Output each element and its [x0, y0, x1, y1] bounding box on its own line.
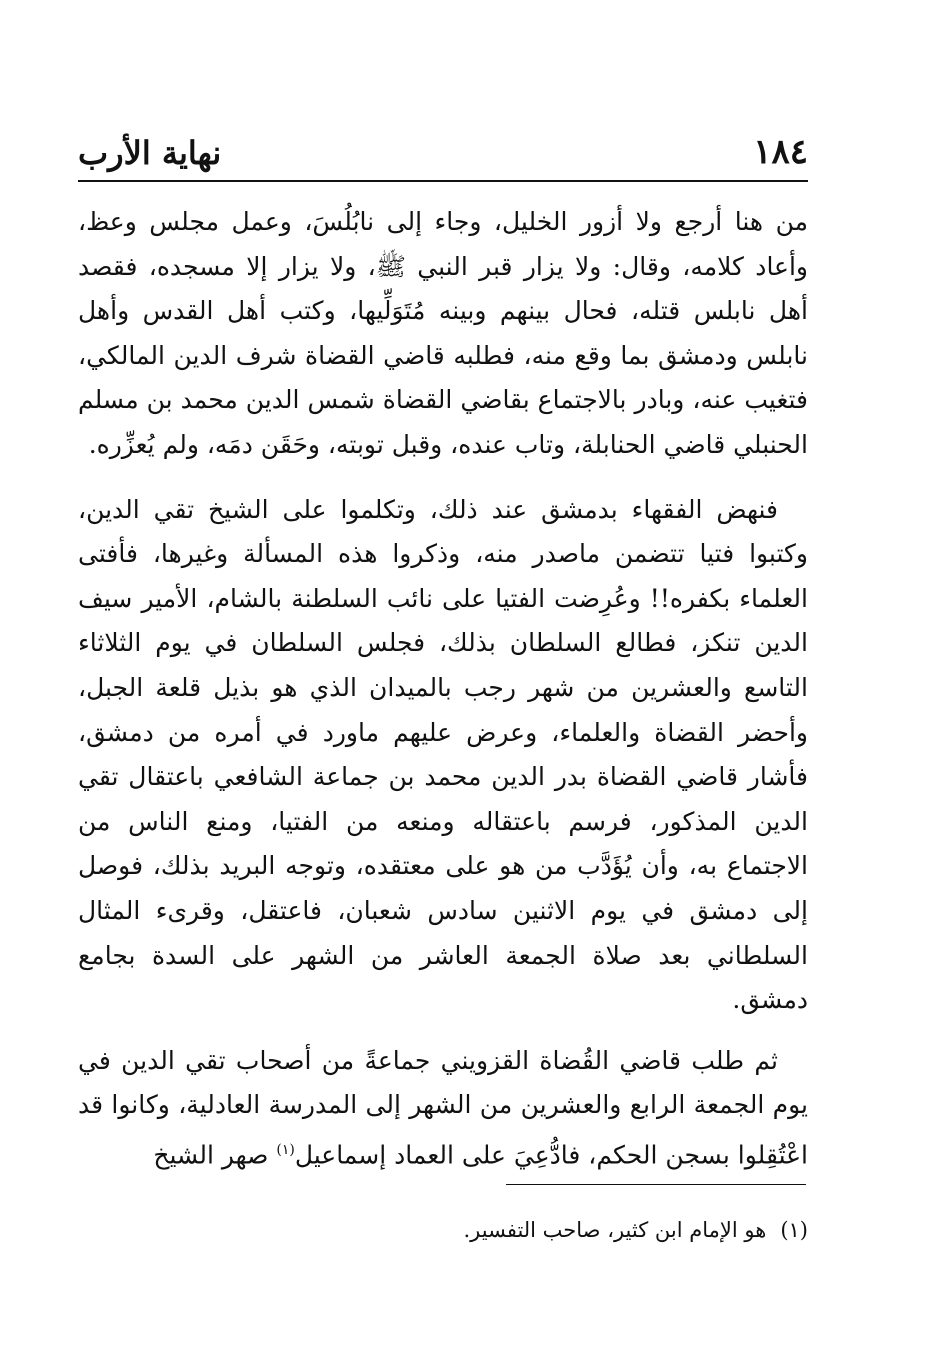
footnote-marker: (١) [780, 1218, 808, 1242]
running-title: نهاية الأرب [78, 134, 222, 172]
footnote-rule [506, 1184, 806, 1185]
page-header [78, 128, 808, 176]
page-number: ١٨٤ [753, 132, 808, 172]
footnote [463, 1218, 808, 1242]
paragraph-3 [78, 1039, 808, 1178]
header-rule [78, 180, 808, 182]
footnote-text: هو الإمام ابن كثير، صاحب التفسير. [463, 1218, 767, 1242]
paragraph-3-text-after: صهر الشيخ [153, 1140, 277, 1170]
body-text [78, 200, 808, 1178]
paragraph-1: من هنا أرجع ولا أزور الخليل، وجاء إلى نابُلُسَ، وعمل مجلس وعظ، وأعاد كلامه، وقال: ولا يزار قبر النبي ﷺ، ولا يزار إلا مسجده، فقصد أهل نابلس قتله، فحال بينهم وبينه مُتَوَلِّيها، وكتب أهل القدس وأهل نابلس ودمشق بما وقع منه، فطلبه قاضي القضاة شرف الدين المالكي، فتغيب عنه، وبادر بالاجتماع بقاضي القضاة شمس الدين محمد بن مسلم الحنبلي قاضي الحنابلة، وتاب عنده، وقبل توبته، وحَقَن دمَه، ولم يُعزِّره. [78, 207, 808, 459]
paragraph-3-text-before: ثم طلب قاضي القُضاة القزويني جماعةً من أصحاب تقي الدين في يوم الجمعة الرابع والعشرين من الشهر إلى المدرسة العادلية، وكانوا قد اعْتُقِلوا بسجن الحكم، فادُّعِيَ على العماد إسماعيل [78, 1045, 808, 1170]
paragraph-2: فنهض الفقهاء بدمشق عند ذلك، وتكلموا على الشيخ تقي الدين، وكتبوا فتيا تتضمن ماصدر منه، وذكروا هذه المسألة وغيرها، فأفتى العلماء بكفره!! وعُرِضت الفتيا على نائب السلطنة بالشام، الأمير سيف الدين تنكز، فطالع السلطان بذلك، فجلس السلطان في يوم الثلاثاء التاسع والعشرين من شهر رجب بالميدان الذي هو بذيل قلعة الجبل، وأحضر القضاة والعلماء، وعرض عليهم ماورد في أمره من دمشق، فأشار قاضي القضاة بدر الدين محمد بن جماعة الشافعي باعتقال تقي الدين المذكور، فرسم باعتقاله ومنعه من الفتيا، ومنع الناس من الاجتماع به، وأن يُؤَدَّب من هو على معتقده، وتوجه البريد بذلك، فوصل إلى دمشق في يوم الاثنين سادس شعبان، فاعتقل، وقرىء المثال السلطاني بعد صلاة الجمعة العاشر من الشهر على السدة بجامع دمشق. [78, 494, 809, 1015]
footnote-reference: (١) [276, 1141, 295, 1158]
